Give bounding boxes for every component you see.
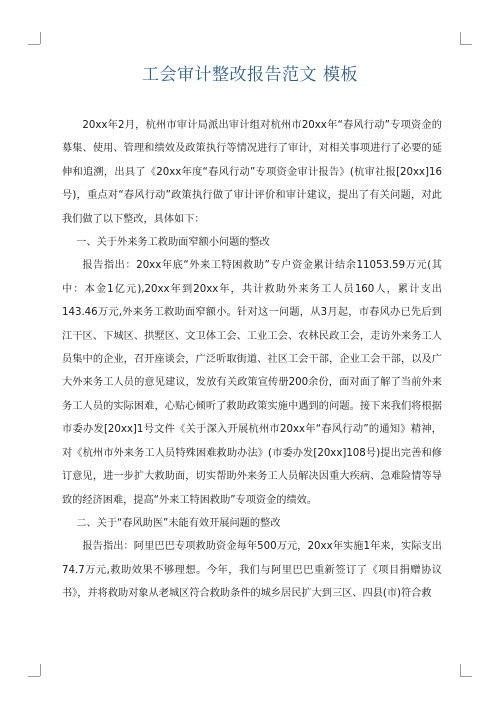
section-2-paragraph: 报告指出：阿里巴巴专项救助资金每年500万元，20xx年实施1年来，实际支出74.7万元,救助效果不够理想。今年，我们与阿里巴巴重新签订了《项目捐赠协议书》，并将救助对象从老城区符合救助条件的城乡居民扩大到三区、四县(市)符合救 <box>62 541 442 600</box>
document-body <box>62 114 442 606</box>
section-heading-1: 一、关于外来务工救助面窄额小问题的整改 <box>76 237 270 249</box>
crop-mark-top-right-h <box>460 44 472 45</box>
intro-paragraph: 20xx年2月，杭州市审计局派出审计组对杭州市20xx年“春风行动”专项资金的募集、使用、管理和绩效及政策执行等情况进行了审计，对相关事项进行了必要的延伸和追溯，出具了《20xx年度“春风行动”专项资金审计报告》(杭审社报[20xx]16号)，重点对“春风行动”政策执行做了审计评价和审计建议，提出了有关问题，对此我们做了以下整改，具体如下： <box>62 120 442 225</box>
document-title: 工会审计整改报告范文 模板 <box>142 65 358 85</box>
section-1-paragraph: 报告指出：20xx年底“外来工特困救助”专户资金累计结余11053.59万元(其中：本金1亿元),20xx年到20xx年，共计救助外来务工人员160人，累计支出143.46万元,外来务工救助面窄额小。针对这一问题，从3月起，市春风办已先后到江干区、下城区、拱墅区、文卫体工会、工业工会、农林民政工会，走访外来务工人员集中的企业，召开座谈会，广泛听取街道、社区工会干部，企业工会干部，以及广大外来务工人员的意见建议，发放有关政策宣传册200余份，面对面了解了当前外来务工人员的实际困难，心贴心倾听了救助政策实施中遇到的问题。接下来我们将根据市委办发[20xx]1号文件《关于深入开展杭州市20xx年“春风行动”的通知》精神，对《杭州市外来务工人员特殊困难救助办法》(市委办发[20xx]108号)提出完善和修订意见，进一步扩大救助面，切实帮助外来务工人员解决因重大疾病、急难险情等导致的经济困难，提高“外来工特困救助”专项资金的绩效。 <box>62 260 442 506</box>
section-heading-2: 二、关于“春风助医”未能有效开展问题的整改 <box>76 517 281 529</box>
crop-mark-top-left-h <box>28 44 40 45</box>
crop-mark-bottom-left-h <box>28 676 40 677</box>
crop-mark-bottom-right-h <box>460 676 472 677</box>
crop-mark-top-right-v <box>460 32 461 44</box>
crop-mark-bottom-right-v <box>460 664 461 676</box>
crop-mark-top-left-v <box>40 32 41 44</box>
crop-mark-bottom-left-v <box>40 664 41 676</box>
